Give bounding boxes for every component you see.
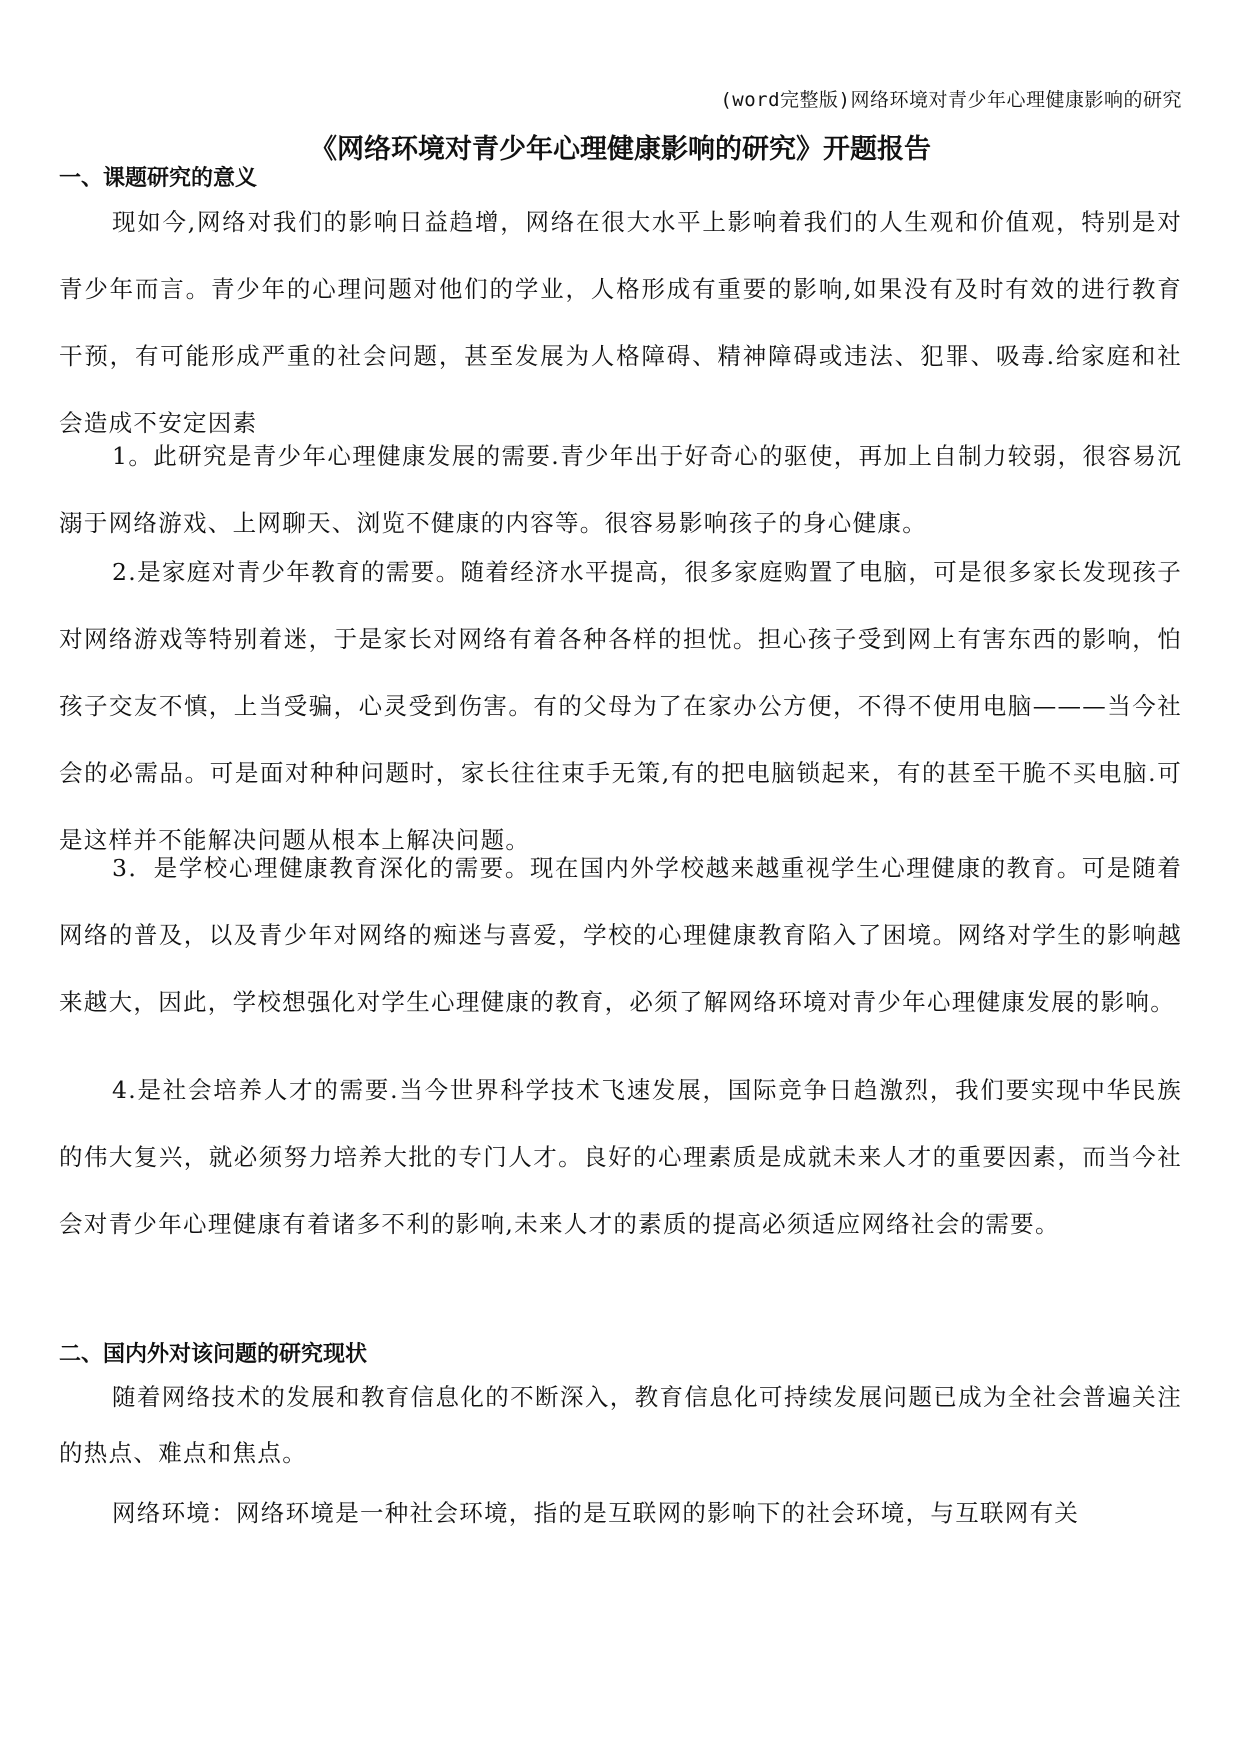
paragraph-point-1: 1。此研究是青少年心理健康发展的需要.青少年出于好奇心的驱使，再加上自制力较弱，很容易沉溺于网络游戏、上网聊天、浏览不健康的内容等。很容易影响孩子的身心健康。 — [59, 442, 1182, 537]
running-header: (word完整版)网络环境对青少年心理健康影响的研究 — [720, 89, 1182, 111]
paragraph-point-4: 4.是社会培养人才的需要.当今世界科学技术飞速发展，国际竞争日趋激烈，我们要实现中华民族的伟大复兴，就必须努力培养大批的专门人才。良好的心理素质是成就未来人才的重要因素，而当今社会对青少年心理健康有着诸多不利的影响,未来人才的素质的提高必须适应网络社会的需要。 — [59, 1076, 1182, 1238]
section-heading-significance: 一、课题研究的意义 — [59, 166, 258, 191]
paragraph-network-environment: 网络环境：网络环境是一种社会环境，指的是互联网的影响下的社会环境，与互联网有关 — [112, 1499, 1080, 1527]
paragraph-intro: 现如今,网络对我们的影响日益趋增，网络在很大水平上影响着我们的人生观和价值观，特别是对青少年而言。青少年的心理问题对他们的学业，人格形成有重要的影响,如果没有及时有效的进行教育干预，有可能形成严重的社会问题，甚至发展为人格障碍、精神障碍或违法、犯罪、吸毒.给家庭和社会造成不安定因素 — [59, 208, 1182, 437]
section-heading-research-status: 二、国内外对该问题的研究现状 — [59, 1342, 368, 1367]
paragraph-point-3: 3．是学校心理健康教育深化的需要。现在国内外学校越来越重视学生心理健康的教育。可是随着网络的普及，以及青少年对网络的痴迷与喜爱，学校的心理健康教育陷入了困境。网络对学生的影响越来越大，因此，学校想强化对学生心理健康的教育，必须了解网络环境对青少年心理健康发展的影响。 — [59, 854, 1182, 1016]
paragraph-research-intro: 随着网络技术的发展和教育信息化的不断深入，教育信息化可持续发展问题已成为全社会普遍关注的热点、难点和焦点。 — [59, 1383, 1182, 1467]
paragraph-point-2: 2.是家庭对青少年教育的需要。随着经济水平提高，很多家庭购置了电脑，可是很多家长发现孩子对网络游戏等特别着迷，于是家长对网络有着各种各样的担忧。担心孩子受到网上有害东西的影响，怕孩子交友不慎，上当受骗，心灵受到伤害。有的父母为了在家办公方便，不得不使用电脑———当今社会的必需品。可是面对种种问题时，家长往往束手无策,有的把电脑锁起来，有的甚至干脆不买电脑.可是这样并不能解决问题从根本上解决问题。 — [59, 558, 1182, 854]
document-title: 《网络环境对青少年心理健康影响的研究》开题报告 — [310, 134, 931, 165]
